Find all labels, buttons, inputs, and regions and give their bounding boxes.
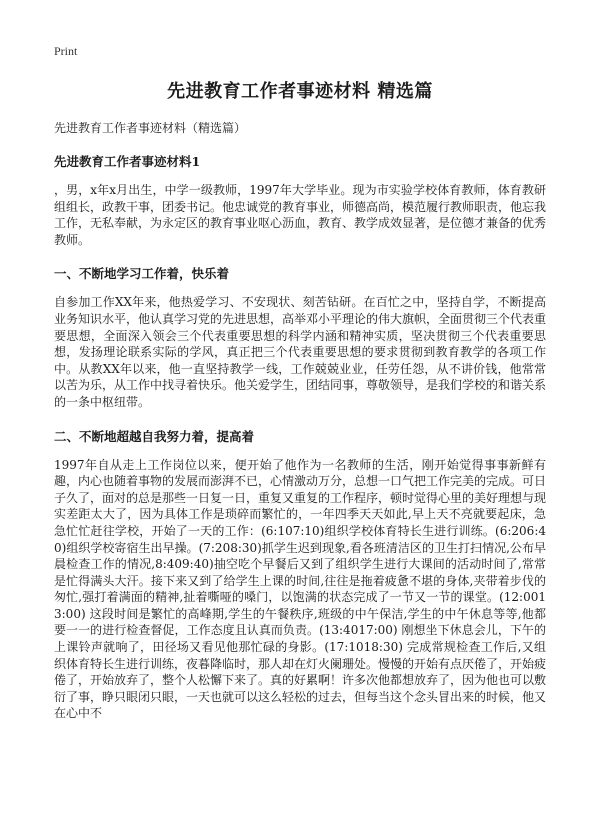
heading-learning: 一、不断地学习工作着，快乐着 (54, 266, 230, 282)
document-title: 先进教育工作者事迹材料 精选篇 (167, 81, 433, 102)
self-improvement-paragraph: 1997年自从走上工作岗位以来，便开始了他作为一名教师的生活，刚开始觉得事事新鲜有趣，内心也随着事物的发展而澎湃不已，心情激动万分，总想一口气把工作完美的完成。可日子久了，面对的总是那些一日复一日，重复又重复的工作程序，顿时觉得心里的美好理想与现实差距太大了，因为具体工作是琐碎而繁忙的，一年四季天天如此,早上天不亮就要起床，急急忙忙赶往学校，开始了一天的工作：(6:107:10)组织学校体育特长生进行训练。(6:206:40)组织学校寄宿生出早操。(7:208:30)抓学生迟到现象,看各班清洁区的卫生打扫情况,公布早晨检查工作的情况,8:409:40)抽空吃个早餐后又到了组织学生进行大课间的活动时间了,常常是忙得满头大汗。接下来又到了给学生上课的时间,往往是拖着疲惫不堪的身体,夹带着步伐的匆忙,强打着满面的精神,扯着嘶哑的嗓门，以饱满的状态完成了一节又一节的课堂。(12:0013:00) 这段时间是繁忙的高峰期,学生的午餐秩序,班级的中午保洁,学生的中午休息等等,他都要一一的进行检查督促，工作态度且认真而负责。(13:4017:00) 刚想坐下休息会儿，下午的上课铃声就响了，田径场又看见他那忙碌的身影。(17:1018:30) 完成常规检查工作后,又组织体育特长生进行训练，夜暮降临时，那人却在灯火阑珊处。慢慢的开始有点厌倦了，开始疲倦了，开始放弃了，整个人松懈下来了。真的好累啊！许多次他都想放弃了，因为他也可以敷衍了事，睁只眼闭只眼，一天也就可以这么轻松的过去，但每当这个念头冒出来的时候，他又在心中不 (54, 457, 547, 721)
intro-paragraph: ，男，x年x月出生，中学一级教师，1997年大学毕业。现为市实验学校体育教师，体育教研组组长，政教干事，团委书记。他忠诚党的教育事业，师德高尚，模范履行教师职责，他忘我工作，无私奉献，为永定区的教育事业呕心沥血，教育、教学成效显著，是位德才兼备的优秀教师。 (54, 183, 547, 247)
document-subtitle: 先进教育工作者事迹材料（精选篇） (54, 121, 247, 135)
print-label: Print (54, 44, 78, 58)
section-title: 先进教育工作者事迹材料1 (54, 154, 201, 169)
heading-self-improvement: 二、不断地超越自我努力着，提高着 (54, 428, 255, 444)
learning-paragraph: 自参加工作XX年来，他热爱学习、不安现状、刻苦钻研。在百忙之中，坚持自学，不断提高业务知识水平，他认真学习党的先进思想，高举邓小平理论的伟大旗帜，全面贯彻三个代表重要思想，全面深入领会三个代表重要思想的科学内涵和精神实质，坚决贯彻三个代表重要思想，发扬理论联系实际的学风，真正把三个代表重要思想的要求贯彻到教育教学的各项工作中。从教XX年以来，他一直坚持教学一线，工作兢兢业业，任劳任怨，从不讲价钱，他常常以苦为乐，从工作中找寻着快乐。他关爱学生，团结同事，尊敬领导，是我们学校的和谐关系的一条中枢纽带。 (54, 295, 547, 409)
